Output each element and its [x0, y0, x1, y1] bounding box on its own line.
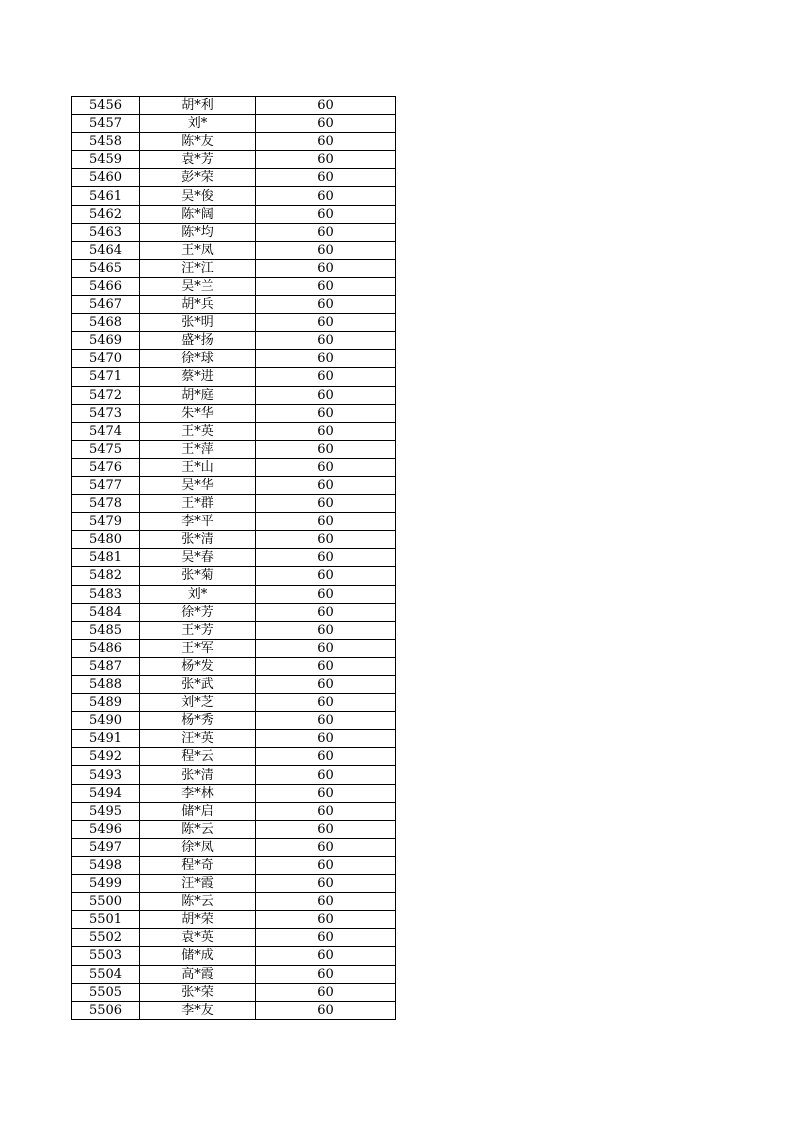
- row-id-cell: 5484: [72, 603, 140, 621]
- row-id-cell: 5470: [72, 350, 140, 368]
- row-id-cell: 5503: [72, 947, 140, 965]
- table-row: [72, 875, 396, 893]
- row-score-cell: 60: [256, 567, 396, 585]
- row-name-cell: 汪*英: [140, 730, 256, 748]
- row-score-cell: 60: [256, 838, 396, 856]
- row-score-cell: 60: [256, 440, 396, 458]
- row-score-cell: 60: [256, 422, 396, 440]
- row-name-cell: 张*武: [140, 676, 256, 694]
- table-row: [72, 676, 396, 694]
- row-id-cell: 5489: [72, 694, 140, 712]
- row-name-cell: 储*成: [140, 947, 256, 965]
- row-score-cell: 60: [256, 893, 396, 911]
- row-name-cell: 张*荣: [140, 983, 256, 1001]
- table-row: [72, 350, 396, 368]
- row-name-cell: 陈*友: [140, 133, 256, 151]
- table-row: [72, 621, 396, 639]
- table-row: [72, 730, 396, 748]
- table-row: [72, 766, 396, 784]
- row-id-cell: 5477: [72, 476, 140, 494]
- row-score-cell: 60: [256, 676, 396, 694]
- table-row: [72, 929, 396, 947]
- row-name-cell: 李*林: [140, 784, 256, 802]
- row-score-cell: 60: [256, 223, 396, 241]
- row-id-cell: 5459: [72, 151, 140, 169]
- table-row: [72, 495, 396, 513]
- row-name-cell: 吴*华: [140, 476, 256, 494]
- table-row: [72, 97, 396, 115]
- row-name-cell: 汪*霞: [140, 875, 256, 893]
- row-id-cell: 5488: [72, 676, 140, 694]
- table-row: [72, 531, 396, 549]
- row-score-cell: 60: [256, 332, 396, 350]
- row-id-cell: 5457: [72, 115, 140, 133]
- row-score-cell: 60: [256, 115, 396, 133]
- row-score-cell: 60: [256, 513, 396, 531]
- row-id-cell: 5462: [72, 205, 140, 223]
- row-id-cell: 5469: [72, 332, 140, 350]
- row-score-cell: 60: [256, 187, 396, 205]
- row-id-cell: 5483: [72, 585, 140, 603]
- row-name-cell: 李*平: [140, 513, 256, 531]
- row-name-cell: 陈*云: [140, 820, 256, 838]
- row-name-cell: 王*英: [140, 422, 256, 440]
- row-name-cell: 程*云: [140, 748, 256, 766]
- table-row: [72, 133, 396, 151]
- row-score-cell: 60: [256, 748, 396, 766]
- table-row: [72, 386, 396, 404]
- row-score-cell: 60: [256, 947, 396, 965]
- table-row: [72, 296, 396, 314]
- row-score-cell: 60: [256, 657, 396, 675]
- row-id-cell: 5473: [72, 404, 140, 422]
- row-score-cell: 60: [256, 97, 396, 115]
- row-score-cell: 60: [256, 856, 396, 874]
- table-row: [72, 151, 396, 169]
- row-score-cell: 60: [256, 386, 396, 404]
- table-row: [72, 567, 396, 585]
- row-score-cell: 60: [256, 350, 396, 368]
- row-id-cell: 5501: [72, 911, 140, 929]
- row-name-cell: 张*明: [140, 314, 256, 332]
- row-name-cell: 徐*凤: [140, 838, 256, 856]
- row-id-cell: 5494: [72, 784, 140, 802]
- row-name-cell: 王*山: [140, 458, 256, 476]
- row-name-cell: 张*菊: [140, 567, 256, 585]
- row-id-cell: 5474: [72, 422, 140, 440]
- row-name-cell: 袁*芳: [140, 151, 256, 169]
- row-score-cell: 60: [256, 458, 396, 476]
- table-row: [72, 893, 396, 911]
- row-id-cell: 5480: [72, 531, 140, 549]
- table-row: [72, 513, 396, 531]
- row-score-cell: 60: [256, 169, 396, 187]
- row-score-cell: 60: [256, 712, 396, 730]
- table-row: [72, 277, 396, 295]
- row-score-cell: 60: [256, 1001, 396, 1019]
- row-name-cell: 胡*荣: [140, 911, 256, 929]
- row-name-cell: 陈*阔: [140, 205, 256, 223]
- row-name-cell: 徐*芳: [140, 603, 256, 621]
- table-row: [72, 368, 396, 386]
- table-row: [72, 404, 396, 422]
- row-score-cell: 60: [256, 259, 396, 277]
- row-score-cell: 60: [256, 314, 396, 332]
- row-id-cell: 5461: [72, 187, 140, 205]
- row-name-cell: 刘*: [140, 115, 256, 133]
- row-name-cell: 杨*秀: [140, 712, 256, 730]
- row-id-cell: 5504: [72, 965, 140, 983]
- table-row: [72, 784, 396, 802]
- row-score-cell: 60: [256, 639, 396, 657]
- row-id-cell: 5476: [72, 458, 140, 476]
- row-id-cell: 5463: [72, 223, 140, 241]
- row-id-cell: 5464: [72, 241, 140, 259]
- row-name-cell: 汪*江: [140, 259, 256, 277]
- row-name-cell: 蔡*进: [140, 368, 256, 386]
- row-name-cell: 陈*云: [140, 893, 256, 911]
- table-row: [72, 259, 396, 277]
- row-id-cell: 5506: [72, 1001, 140, 1019]
- row-score-cell: 60: [256, 694, 396, 712]
- table-row: [72, 947, 396, 965]
- row-id-cell: 5466: [72, 277, 140, 295]
- row-name-cell: 高*霞: [140, 965, 256, 983]
- table-row: [72, 639, 396, 657]
- row-score-cell: 60: [256, 621, 396, 639]
- row-id-cell: 5502: [72, 929, 140, 947]
- table-row: [72, 603, 396, 621]
- row-name-cell: 胡*利: [140, 97, 256, 115]
- row-id-cell: 5500: [72, 893, 140, 911]
- table-row: [72, 422, 396, 440]
- row-score-cell: 60: [256, 802, 396, 820]
- table-row: [72, 965, 396, 983]
- row-score-cell: 60: [256, 603, 396, 621]
- row-id-cell: 5486: [72, 639, 140, 657]
- table-row: [72, 314, 396, 332]
- table-row: [72, 585, 396, 603]
- row-id-cell: 5495: [72, 802, 140, 820]
- row-id-cell: 5491: [72, 730, 140, 748]
- row-id-cell: 5460: [72, 169, 140, 187]
- row-name-cell: 胡*兵: [140, 296, 256, 314]
- table-row: [72, 983, 396, 1001]
- row-name-cell: 胡*庭: [140, 386, 256, 404]
- row-name-cell: 王*芳: [140, 621, 256, 639]
- row-id-cell: 5456: [72, 97, 140, 115]
- table-row: [72, 657, 396, 675]
- table-row: [72, 115, 396, 133]
- row-name-cell: 王*军: [140, 639, 256, 657]
- table-row: [72, 802, 396, 820]
- table-row: [72, 856, 396, 874]
- row-id-cell: 5493: [72, 766, 140, 784]
- row-id-cell: 5475: [72, 440, 140, 458]
- row-name-cell: 吴*春: [140, 549, 256, 567]
- row-name-cell: 朱*华: [140, 404, 256, 422]
- row-name-cell: 张*清: [140, 766, 256, 784]
- table-row: [72, 187, 396, 205]
- row-name-cell: 盛*扬: [140, 332, 256, 350]
- table-row: [72, 712, 396, 730]
- row-id-cell: 5487: [72, 657, 140, 675]
- table-row: [72, 332, 396, 350]
- row-id-cell: 5479: [72, 513, 140, 531]
- row-id-cell: 5499: [72, 875, 140, 893]
- row-id-cell: 5478: [72, 495, 140, 513]
- row-name-cell: 储*启: [140, 802, 256, 820]
- row-score-cell: 60: [256, 965, 396, 983]
- row-id-cell: 5467: [72, 296, 140, 314]
- row-id-cell: 5468: [72, 314, 140, 332]
- table-row: [72, 748, 396, 766]
- row-id-cell: 5458: [72, 133, 140, 151]
- row-name-cell: 吴*兰: [140, 277, 256, 295]
- row-name-cell: 杨*发: [140, 657, 256, 675]
- row-score-cell: 60: [256, 784, 396, 802]
- row-id-cell: 5497: [72, 838, 140, 856]
- row-name-cell: 吴*俊: [140, 187, 256, 205]
- table-row: [72, 223, 396, 241]
- table-row: [72, 476, 396, 494]
- row-score-cell: 60: [256, 151, 396, 169]
- row-name-cell: 王*凤: [140, 241, 256, 259]
- table-row: [72, 838, 396, 856]
- row-id-cell: 5505: [72, 983, 140, 1001]
- row-name-cell: 徐*球: [140, 350, 256, 368]
- row-score-cell: 60: [256, 820, 396, 838]
- row-score-cell: 60: [256, 875, 396, 893]
- row-name-cell: 李*友: [140, 1001, 256, 1019]
- row-name-cell: 王*萍: [140, 440, 256, 458]
- row-id-cell: 5490: [72, 712, 140, 730]
- row-id-cell: 5485: [72, 621, 140, 639]
- row-name-cell: 程*奇: [140, 856, 256, 874]
- row-name-cell: 张*清: [140, 531, 256, 549]
- records-table-body: [72, 97, 396, 1020]
- row-id-cell: 5465: [72, 259, 140, 277]
- row-score-cell: 60: [256, 585, 396, 603]
- table-row: [72, 169, 396, 187]
- row-id-cell: 5481: [72, 549, 140, 567]
- row-score-cell: 60: [256, 277, 396, 295]
- row-score-cell: 60: [256, 476, 396, 494]
- row-score-cell: 60: [256, 730, 396, 748]
- table-row: [72, 458, 396, 476]
- records-table: [71, 96, 396, 1020]
- row-name-cell: 刘*: [140, 585, 256, 603]
- row-name-cell: 袁*英: [140, 929, 256, 947]
- row-score-cell: 60: [256, 296, 396, 314]
- table-row: [72, 694, 396, 712]
- row-score-cell: 60: [256, 531, 396, 549]
- table-row: [72, 1001, 396, 1019]
- row-score-cell: 60: [256, 929, 396, 947]
- row-id-cell: 5482: [72, 567, 140, 585]
- table-row: [72, 820, 396, 838]
- row-score-cell: 60: [256, 495, 396, 513]
- row-id-cell: 5472: [72, 386, 140, 404]
- row-name-cell: 彭*荣: [140, 169, 256, 187]
- table-row: [72, 440, 396, 458]
- row-score-cell: 60: [256, 133, 396, 151]
- table-row: [72, 205, 396, 223]
- table-row: [72, 241, 396, 259]
- row-id-cell: 5492: [72, 748, 140, 766]
- row-score-cell: 60: [256, 911, 396, 929]
- row-id-cell: 5471: [72, 368, 140, 386]
- table-row: [72, 911, 396, 929]
- row-score-cell: 60: [256, 205, 396, 223]
- row-score-cell: 60: [256, 404, 396, 422]
- row-name-cell: 刘*芝: [140, 694, 256, 712]
- row-score-cell: 60: [256, 766, 396, 784]
- row-name-cell: 陈*均: [140, 223, 256, 241]
- row-score-cell: 60: [256, 368, 396, 386]
- row-score-cell: 60: [256, 983, 396, 1001]
- row-id-cell: 5496: [72, 820, 140, 838]
- row-score-cell: 60: [256, 549, 396, 567]
- row-name-cell: 王*群: [140, 495, 256, 513]
- row-id-cell: 5498: [72, 856, 140, 874]
- row-score-cell: 60: [256, 241, 396, 259]
- table-row: [72, 549, 396, 567]
